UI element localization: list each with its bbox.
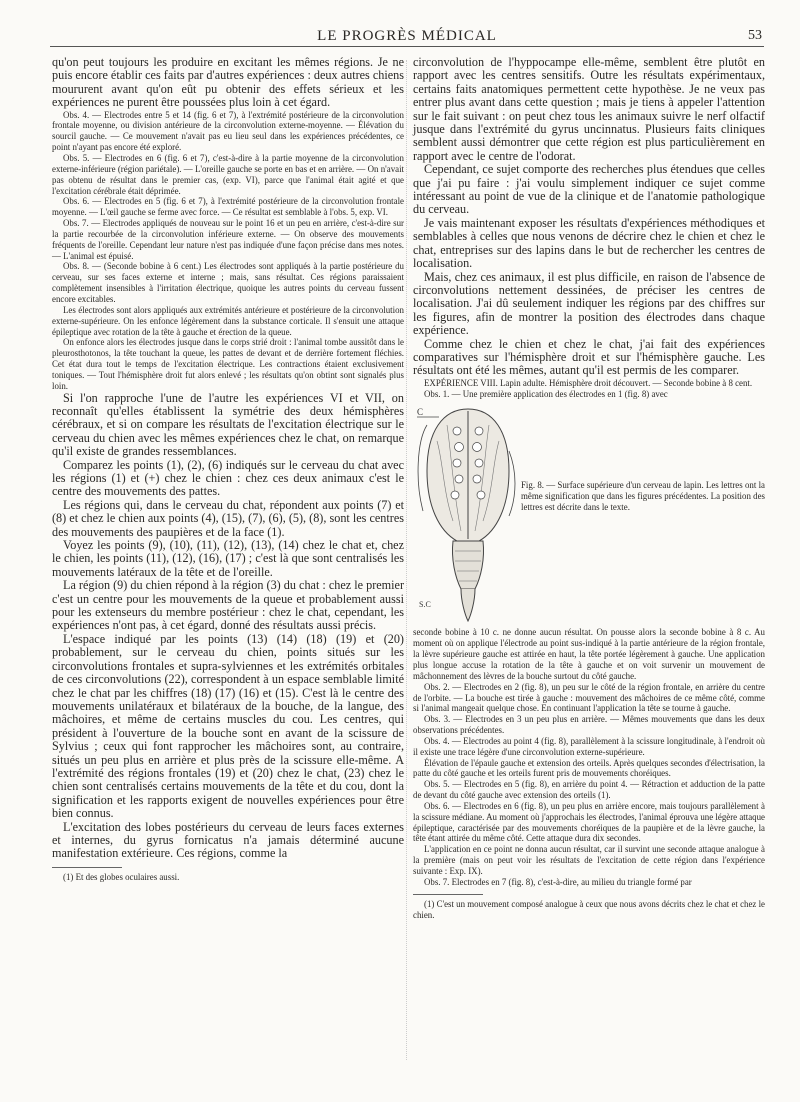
paragraph: Je vais maintenant exposer les résultats d'expériences méthodiques et semblables à celles que nous venons de décrire chez le chien et chez le chat, entreprises sur des lapins dans le but de rechercher les centres de localisation. [413, 215, 765, 271]
paragraph: Voyez les points (9), (10), (11), (12), (13), (14) chez le chat et, chez le chien, les points (11), (12), (16), (17) ; c'est là que sont centralisés les mouvements latéraux de la tête et de l'oreille. [52, 538, 404, 579]
observation: Obs. 6. — Electrodes en 6 (fig. 8), un peu plus en arrière encore, mais toujours parallèlement à la scissure médiane. Au moment où j'approchais les électrodes, l'animal éprouva une légère attaque épileptique, caractérisée par des mouvements choréiques de la paupière et de la lèvre gauche, la tête étant attirée du même côté. Cette attaque dura dix secondes. [413, 800, 765, 844]
observation: Obs. 7. — Electrodes appliqués de nouveau sur le point 16 et un peu en arrière, c'est-à-dire sur la partie recourbée de la circonvolution inférieure externe. — On observe des mouvements fréquents de l'oreille. Cependant leur nature n'est pas indiquée d'une façon précise dans mes notes. — L'animal est épuisé. [52, 218, 404, 261]
observation: Obs. 4. — Electrodes au point 4 (fig. 8), parallèlement à la scissure longitudinale, à l'endroit où il existe une trace légère d'une circonvolution externe-supérieure. [413, 735, 765, 757]
footnote-rule [413, 894, 483, 895]
observation: Obs. 6. — Electrodes en 5 (fig. 6 et 7), à l'extrémité postérieure de la circonvolution frontale moyenne. — L'œil gauche se ferme avec force. — Ce résultat est semblable à l'obs. 5, exp. VI. [52, 196, 404, 218]
observation: Obs. 8. — (Seconde bobine à 6 cent.) Les électrodes sont appliqués à la partie postérieure du cerveau, sur ses faces externe et interne ; mais, sans résultat. Ces régions paraissaient complètement insensibles à l'irritation électrique, quoique les autres points du cerveau fussent encore excitables. [52, 261, 404, 304]
journal-title: LE PROGRÈS MÉDICAL [317, 28, 497, 44]
observation: L'application en ce point ne donna aucun résultat, car il survint une seconde attaque analogue à la première (mais on peut voir les résultats de l'excitation de cette région dans l'expérience suivante : Exp. IX). [413, 844, 765, 876]
paragraph: Comme chez le chien et chez le chat, j'ai fait des expériences comparatives sur l'hémisphère droit et sur l'hémisphère gauche. Les résultats ont été les mêmes, autant qu'il est permis de les comparer. [413, 336, 765, 378]
figure-label-sc: S.C [419, 600, 431, 610]
paragraph: Mais, chez ces animaux, il est plus difficile, en raison de l'absence de circonvolutions nettement dessinées, de préciser les centres de localisation. J'ai dû seulement indiquer les régions par des chiffres sur les figures, afin de montrer la position des électrodes dans chaque expérience. [413, 269, 765, 338]
footnote: (1) Et des globes oculaires aussi. [63, 871, 180, 882]
page-header [52, 28, 762, 44]
observation: On enfonce alors les électrodes jusque dans le corps strié droit : l'animal tombe aussitôt dans le pleurosthotonos, la tête touchant la queue, les pattes de devant et de derrière fortement fléchies. Cet état dura tout le temps de l'excitation électrique. Les contractions étaient exclusivement toniques. — Tout l'hémisphère droit fut alors enlevé ; les résultats qu'on obtint sont signalés plus loin. [52, 337, 404, 391]
observation: seconde bobine à 10 c. ne donne aucun résultat. On pousse alors la seconde bobine à 8 c. Au moment où on applique l'électrode au point sus-indiqué à la partie antérieure de la région frontale, la lèvre supérieure gauche est attirée en haut, la tête portée légèrement à gauche. Une application plus longue accuse la rotation de la tête à gauche et on voit survenir un mouvement de mâchonnement des lèvres de la bouche surtout du côté gauche. [413, 627, 765, 681]
paragraph: Cependant, ce sujet comporte des recherches plus étendues que celles que j'ai pu faire : j'ai voulu simplement indiquer ce sujet comme intéressant au point de vue de la clinique et de l'anatomie pathologique du cerveau. [413, 162, 765, 217]
paragraph: Comparez les points (1), (2), (6) indiqués sur le cerveau du chat avec les régions (1) et (+) chez le chien : chez ces deux animaux c'est le centre des mouvements des pattes. [52, 457, 404, 499]
footnote-rule [52, 867, 122, 868]
paragraph: L'excitation des lobes postérieurs du cerveau de leurs faces externes et internes, du gyrus fornicatus n'a jamais déterminé aucune manifestation extérieure. Ces régions, comme la [52, 819, 404, 861]
page-number: 53 [748, 28, 762, 43]
observation: Obs. 2. — Electrodes en 2 (fig. 8), un peu sur le côté de la région frontale, en arrière du centre de l'orbite. — La bouche est tirée à gauche : mouvement des mâchoires de ce même côté, comme si l'animal mangeait quelque chose. En continuant l'application la tête se tourne à gauche. [413, 681, 765, 714]
observation: Obs. 1. — Une première application des électrodes en 1 (fig. 8) avec [424, 388, 668, 399]
observation: Obs. 7. Electrodes en 7 (fig. 8), c'est-à-dire, au milieu du triangle formé par [424, 876, 692, 887]
observation: Les électrodes sont alors appliqués aux extrémités antérieure et postérieure de la circonvolution externe-supérieure. On les enfonce légèrement dans la substance corticale. Il s'ensuit une attaque épileptique avec rotation de la tête à gauche et érection de la queue. [52, 304, 404, 337]
observation: Obs. 5. — Electrodes en 6 (fig. 6 et 7), c'est-à-dire à la partie moyenne de la circonvolution externe-inférieure (région pariétale). — L'oreille gauche se porte en bas et en arrière. — On n'avait pas obtenu de résultat dans le premier cas, (exp. VI), parce que l'animal était agité et que l'excitation cérébrale était déprimée. [52, 153, 404, 196]
paragraph: Si l'on rapproche l'une de l'autre les expériences VI et VII, on reconnaît qu'elles établissent la symétrie des deux hémisphères cérébraux, et si on compare les résultats de l'excitation électrique sur le cerveau du chien avec les mêmes expériences chez le chat, on remarque qu'il existe de grandes ressemblances. [52, 390, 404, 459]
figure-8 [413, 401, 765, 623]
paragraph: La région (9) du chien répond à la région (3) du chat : chez le premier c'est un centre pour les mouvements de la queue et probablement aussi pour les extenseurs du membre postérieur : chez le chat, cependant, les expériences n'ont pas, à cet égard, donné des résultats aussi précis. [52, 578, 404, 633]
right-column [413, 56, 765, 920]
figure-caption: Fig. 8. — Surface supérieure d'un cerveau de lapin. Les lettres ont la même signification que dans les figures précédentes. La position des lettres est décrite dans le texte. [521, 480, 765, 513]
paragraph: qu'on peut toujours les produire en excitant les mêmes régions. Je ne puis encore établir ces faits par d'autres expériences : deux autres chiens moururent avant qu'on eût pu obtenir des effets sérieux et les expériences ne purent être poussées plus loin à cet égard. [52, 55, 404, 110]
footnote: (1) C'est un mouvement composé analogue à ceux que nous avons décrits chez le chat et chez le chien. [413, 898, 765, 920]
paragraph: circonvolution de l'hyppocampe elle-même, semblent être plutôt en rapport avec les centres sensitifs. Outre les résultats expérimentaux, certains faits anatomiques permettent cette hypothèse. Je ne veux pas entrer plus avant dans cette question ; mais je tiens à appeler l'attention sur le fait suivant : on peut chez tous les animaux suivre le nerf olfactif jusque dans l'extrémité du gyrus uncinnatus. Plusieurs faits cliniques semblent aussi démontrer que cette région est plus particulièrement en rapport avec le centre de l'odorat. [413, 55, 765, 163]
observation: Obs. 4. — Electrodes entre 5 et 14 (fig. 6 et 7), à l'extrémité postérieure de la circonvolution frontale moyenne, ou division antérieure de la circonvolution externe-moyenne. — Élévation du sourcil gauche. — Ce mouvement n'avait pas eu lieu seul dans les expériences précédentes, ce point n'ayant pas encore été exploré. [52, 109, 404, 153]
column-separator [406, 60, 407, 1060]
header-rule [50, 46, 764, 47]
observation: Élévation de l'épaule gauche et extension des orteils. Après quelques secondes d'électrisation, la patte du côté gauche et les orteils furent pris de mouvements choréiques. [413, 757, 765, 779]
observation: Obs. 5. — Electrodes en 5 (fig. 8), en arrière du point 4. — Rétraction et adduction de la patte de devant du côté gauche avec extension des orteils (1). [413, 779, 765, 801]
figure-label-c: C [417, 407, 424, 418]
observation: Obs. 3. — Electrodes en 3 un peu plus en arrière. — Mêmes mouvements que dans les deux observations précédentes. [413, 714, 765, 736]
paragraph: Les régions qui, dans le cerveau du chat, répondent aux points (7) et (8) et chez le chien aux points (4), (15), (7), (6), (5), (8), sont les centres des mouvements des paupières et de la face (1). [52, 497, 404, 539]
paragraph: L'espace indiqué par les points (13) (14) (18) (19) et (20) probablement, sur le cerveau du chien, points situés sur les circonvolutions frontales et supra-sylviennes et les extrémités orbitales de ces circonvolutions (22), correspondent à un espace semblable limité chez le chat par les chiffres (18) (17) (16) et (15). C'est là le centre des mouvements unilatéraux et bilatéraux de la bouche, de la langue, des mâchoires, et même de certains muscles du cou. Les centres, qui président à l'ouverture de la bouche sont en avant de la scissure de Sylvius ; ceux qui font rapprocher les mâchoires sont, au contraire, situés un peu plus en arrière et plus près de la scissure elle-même. A l'extrémité des régions frontales (19) et (20) chez le chat, (23) chez le chien sont centralisés certains mouvements de la tête et du cou, dont la signification et les rapports exigent de nouvelles expériences pour être bien connus. [52, 631, 404, 821]
experience-heading: EXPÉRIENCE VIII. Lapin adulte. Hémisphère droit découvert. — Seconde bobine à 8 cent. [424, 377, 753, 388]
rabbit-brain-illustration [413, 401, 523, 623]
left-column [52, 56, 404, 883]
